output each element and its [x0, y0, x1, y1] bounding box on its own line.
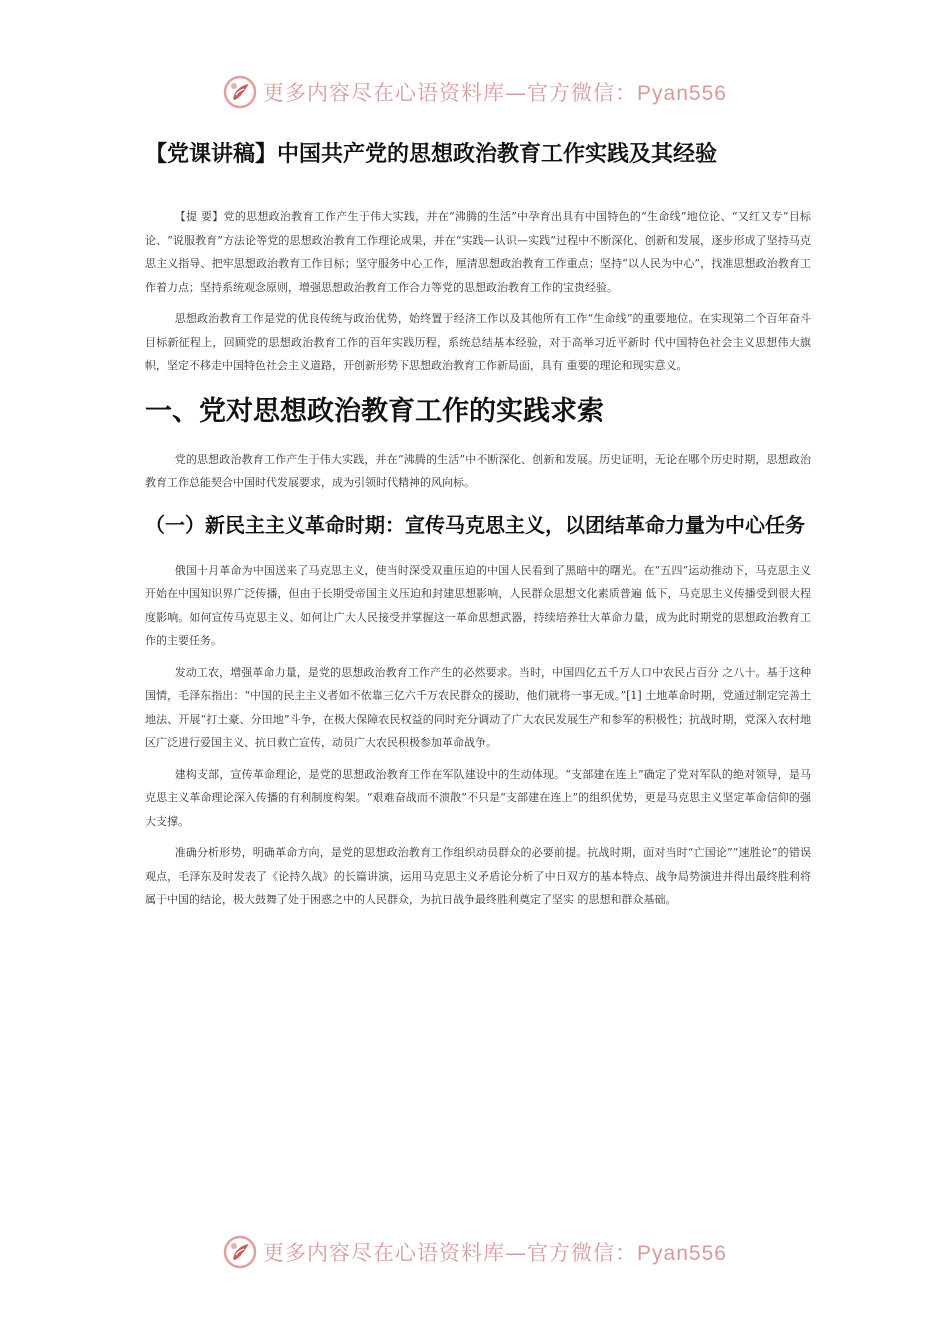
section-heading-1: 一、党对思想政治教育工作的实践求索	[145, 395, 604, 427]
body-paragraph-3: 建构支部，宣传革命理论，是党的思想政治教育工作在军队建设中的生动体现。“支部建在连上”确定了党对军队的绝对领导，是马克思主义革命理论深入传播的有利制度构架。“艰难奋战而不溃散”不只是“支部建在连上”的组织优势，更是马克思主义坚定革命信仰的强大支撑。	[145, 767, 811, 828]
footer-watermark	[0, 1230, 950, 1274]
document-title: 【党课讲稿】中国共产党的思想政治教育工作实践及其经验	[145, 142, 718, 167]
body-paragraph-4: 准确分析形势，明确革命方向，是党的思想政治教育工作组织动员群众的必要前提。抗战时期，面对当时“亡国论”“速胜论”的错误观点，毛泽东及时发表了《论持久战》的长篇讲演，运用马克思主义矛盾论分析了中日双方的基本特点、战争局势演进并得出最终胜利将属于中国的结论，极大鼓舞了处于困惑之中的人民群众，为抗日战争最终胜利奠定了坚实 的思想和群众基础。	[145, 846, 811, 907]
section-1-paragraph: 党的思想政治教育工作产生于伟大实践，并在“沸腾的生活”中不断深化、创新和发展。历史证明，无论在哪个历史时期，思想政治教育工作总能契合中国时代发展要求，成为引领时代精神的风向标。	[145, 452, 811, 490]
abstract-paragraph: 【提 要】党的思想政治教育工作产生于伟大实践，并在“沸腾的生活”中孕育出具有中国特色的“生命线”地位论、“又红又专”目标论、“说服教育”方法论等党的思想政治教育工作理论成果，并在“实践—认识—实践”过程中不断深化、创新和发展，逐步形成了坚持马克思主义指导、把牢思想政治教育工作目标；坚守服务中心工作，厘清思想政治教育工作重点；坚持“以人民为中心”，找准思想政治教育工作着力点；坚持系统观念原则，增强思想政治教育工作合力等党的思想政治教育工作的宝贵经验。	[145, 210, 811, 294]
watermark-text: 更多内容尽在心语资料库—官方微信：Pyan556	[263, 81, 727, 105]
body-paragraph-2: 发动工农，增强革命力量，是党的思想政治教育工作产生的必然要求。当时，中国四亿五千万人口中农民占百分 之八十。基于这种国情，毛泽东指出：“中国的民主主义者如不依靠三亿六千万农民群众的援助，他们就将一事无成。”[1] 土地革命时期，党通过制定完善土地法、开展“打土豪、分田地”斗争，在极大保障农民权益的同时充分调动了广大农民发展生产和参军的积极性；抗战时期，党深入农村地区广泛进行爱国主义、抗日救亡宣传，动员广大农民积极参加革命战争。	[145, 665, 811, 750]
rose-logo-icon	[223, 1235, 257, 1269]
intro-paragraph: 思想政治教育工作是党的优良传统与政治优势，始终置于经济工作以及其他所有工作“生命线”的重要地位。在实现第二个百年奋斗目标新征程上，回顾党的思想政治教育工作的百年实践历程，系统总结基本经验，对于高举习近平新时 代中国特色社会主义思想伟大旗帜，坚定不移走中国特色社会主义道路，开创新形势下思想政治教育工作新局面，具有 重要的理论和现实意义。	[145, 312, 811, 372]
document-body	[145, 205, 811, 920]
subsection-heading-1: （一）新民主主义革命时期：宣传马克思主义，以团结革命力量为中心任务	[145, 512, 805, 537]
header-watermark	[0, 70, 950, 114]
wechat-id: Pyan556	[637, 1242, 727, 1265]
rose-logo-icon	[223, 75, 257, 109]
wechat-id: Pyan556	[637, 82, 727, 105]
watermark-text: 更多内容尽在心语资料库—官方微信：Pyan556	[263, 1241, 727, 1265]
body-paragraph-1: 俄国十月革命为中国送来了马克思主义，使当时深受双重压迫的中国人民看到了黑暗中的曙光。在“五四”运动推动下，马克思主义开始在中国知识界广泛传播，但由于长期受帝国主义压迫和封建思想影响，人民群众思想文化素质普遍 低下，马克思主义传播受到很大程度影响。如何宣传马克思主义、如何让广大人民接受并掌握这一革命思想武器，持续培养壮大革命力量，成为此时期党的思想政治教育工作的主要任务。	[145, 563, 811, 648]
